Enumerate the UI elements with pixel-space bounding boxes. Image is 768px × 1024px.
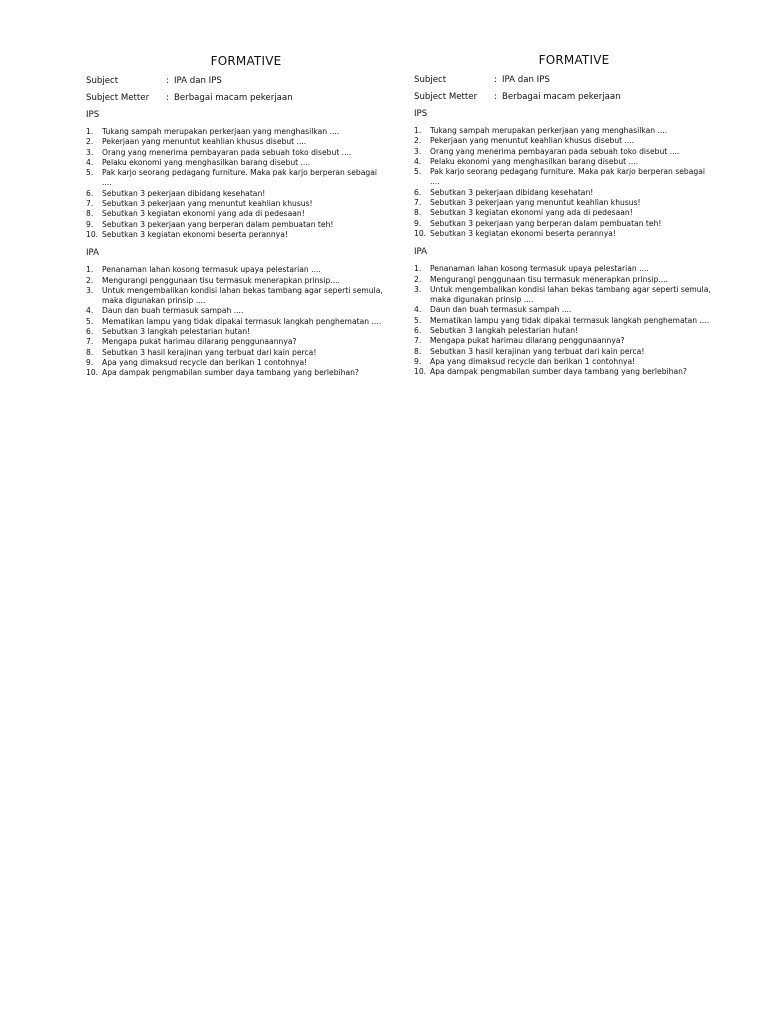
subject-matter-row <box>86 93 406 103</box>
question-item <box>86 148 406 158</box>
question-text: Mengurangi penggunaan tisu termasuk menerapkan prinsip.... <box>430 274 668 284</box>
question-text: Sebutkan 3 hasil kerajinan yang terbuat dari kain perca! <box>430 346 645 356</box>
question-number: 8. <box>86 209 94 219</box>
question-number: 3. <box>86 285 94 295</box>
question-number: 1. <box>414 264 422 274</box>
question-text: Sebutkan 3 pekerjaan dibidang kesehatan! <box>430 187 594 197</box>
question-item <box>414 126 734 136</box>
question-item <box>86 337 406 347</box>
question-item <box>86 189 406 199</box>
question-number: 2. <box>86 137 94 147</box>
subject-value: IPA dan IPS <box>174 76 222 86</box>
question-number: 6. <box>414 326 422 336</box>
question-item <box>414 264 734 274</box>
question-number: 5. <box>86 316 94 326</box>
subject-matter-row <box>414 92 734 102</box>
question-item <box>86 199 406 209</box>
colon-separator: : <box>166 93 169 103</box>
question-text: Apa dampak pengmabilan sumber daya tambang yang berlebihan? <box>430 367 687 377</box>
question-number: 1. <box>414 126 422 135</box>
subject-label: Subject <box>414 75 447 85</box>
question-item <box>414 167 734 188</box>
subject-matter-label: Subject Metter <box>414 92 478 102</box>
subject-matter-value: Berbagai macam pekerjaan <box>502 92 621 102</box>
question-number: 5. <box>414 315 422 325</box>
question-number: 9. <box>86 219 94 229</box>
question-item <box>86 220 406 230</box>
question-text: Untuk mengembalikan kondisi lahan bekas tambang agar seperti semula, maka digunakan prinsip .... <box>430 284 711 305</box>
question-text: Pak karjo seorang pedagang furniture. Maka pak karjo berperan sebagai .... <box>102 168 377 188</box>
question-text: Sebutkan 3 pekerjaan yang berperan dalam pembuatan teh! <box>102 219 334 229</box>
question-text: Apa dampak pengmabilan sumber daya tambang yang berlebihan? <box>102 368 359 378</box>
worksheet-right <box>414 53 734 386</box>
question-number: 2. <box>86 275 94 285</box>
subject-matter-value: Berbagai macam pekerjaan <box>174 93 293 103</box>
worksheet-left <box>86 54 406 387</box>
question-number: 7. <box>86 337 94 347</box>
question-item <box>86 317 406 327</box>
question-number: 2. <box>414 274 422 284</box>
question-list-ips <box>86 127 406 240</box>
question-number: 10. <box>414 367 427 377</box>
question-item <box>86 127 406 137</box>
question-item <box>86 137 406 147</box>
question-item <box>86 276 406 286</box>
question-item <box>86 158 406 168</box>
question-text: Mengapa pukat harimau dilarang penggunaannya? <box>430 336 625 346</box>
question-number: 8. <box>414 208 422 218</box>
question-text: Daun dan buah termasuk sampah .... <box>430 305 572 315</box>
question-text: Penanaman lahan kosong termasuk upaya pelestarian .... <box>102 265 321 275</box>
question-number: 6. <box>414 187 422 197</box>
question-item <box>86 306 406 316</box>
colon-separator: : <box>494 75 497 85</box>
question-number: 10. <box>86 368 99 378</box>
question-number: 8. <box>414 346 422 356</box>
question-text: Mematikan lampu yang tidak dipakai termasuk langkah penghematan .... <box>430 315 710 325</box>
question-number: 4. <box>414 305 422 315</box>
question-text: Pekerjaan yang menuntut keahlian khusus disebut .... <box>430 136 635 146</box>
question-number: 5. <box>414 167 422 177</box>
question-list-ips <box>414 126 734 239</box>
question-item <box>414 208 734 218</box>
question-item <box>414 357 734 367</box>
subject-value: IPA dan IPS <box>502 75 550 85</box>
question-text: Penanaman lahan kosong termasuk upaya pelestarian .... <box>430 264 649 274</box>
colon-separator: : <box>166 76 169 86</box>
subject-label: Subject <box>86 76 119 86</box>
question-text: Sebutkan 3 langkah pelestarian hutan! <box>430 326 579 336</box>
question-number: 5. <box>86 168 94 178</box>
question-text: Apa yang dimaksud recycle dan berikan 1 contohnya! <box>102 357 308 367</box>
section-heading-ipa: IPA <box>414 247 428 258</box>
question-number: 10. <box>414 228 427 238</box>
question-text: Sebutkan 3 kegiatan ekonomi beserta perannya! <box>102 229 288 239</box>
question-item <box>414 136 734 146</box>
subject-matter-label: Subject Metter <box>86 93 150 103</box>
question-text: Orang yang menerima pembayaran pada sebuah toko disebut .... <box>430 146 680 156</box>
question-number: 9. <box>414 218 422 228</box>
question-text: Pelaku ekonomi yang menghasilkan barang disebut .... <box>430 156 639 166</box>
question-item <box>414 336 734 346</box>
question-number: 9. <box>414 356 422 366</box>
question-text: Sebutkan 3 kegiatan ekonomi yang ada di pedesaan! <box>102 209 305 219</box>
question-list-ipa <box>86 265 406 378</box>
question-number: 1. <box>86 265 94 275</box>
question-number: 3. <box>414 146 422 156</box>
section-heading-ips: IPS <box>414 109 428 119</box>
question-number: 8. <box>86 347 94 357</box>
question-text: Orang yang menerima pembayaran pada sebuah toko disebut .... <box>102 147 352 157</box>
question-number: 4. <box>86 306 94 316</box>
question-text: Sebutkan 3 kegiatan ekonomi yang ada di pedesaan! <box>430 208 633 218</box>
question-item <box>414 147 734 157</box>
question-text: Pelaku ekonomi yang menghasilkan barang disebut .... <box>102 157 311 167</box>
section-heading-ipa: IPA <box>86 248 100 259</box>
question-number: 1. <box>86 127 94 136</box>
question-item <box>86 327 406 337</box>
question-item <box>86 348 406 358</box>
question-number: 6. <box>86 188 94 198</box>
question-text: Tukang sampah merupakan perkerjaan yang menghasilkan .... <box>430 126 668 135</box>
question-text: Daun dan buah termasuk sampah .... <box>102 306 244 316</box>
question-item <box>414 347 734 357</box>
question-item <box>414 188 734 198</box>
question-item <box>86 265 406 275</box>
question-number: 3. <box>86 147 94 157</box>
subject-row <box>414 75 734 85</box>
question-item <box>86 368 406 378</box>
question-item <box>414 198 734 208</box>
question-item <box>86 209 406 219</box>
question-item <box>414 367 734 377</box>
question-list-ipa <box>414 264 734 377</box>
page-title: FORMATIVE <box>538 53 610 67</box>
subject-row <box>86 76 406 86</box>
question-number: 2. <box>414 136 422 146</box>
question-item <box>86 168 406 189</box>
question-number: 10. <box>86 229 99 239</box>
question-item <box>86 286 406 307</box>
question-number: 9. <box>86 357 94 367</box>
question-text: Untuk mengembalikan kondisi lahan bekas tambang agar seperti semula, maka digunakan prinsip .... <box>102 285 383 306</box>
question-text: Mengapa pukat harimau dilarang penggunaannya? <box>102 337 297 347</box>
question-text: Sebutkan 3 hasil kerajinan yang terbuat dari kain perca! <box>102 347 317 357</box>
question-item <box>414 275 734 285</box>
question-text: Sebutkan 3 langkah pelestarian hutan! <box>102 327 251 337</box>
question-text: Pekerjaan yang menuntut keahlian khusus disebut .... <box>102 137 307 147</box>
question-item <box>414 326 734 336</box>
question-number: 6. <box>86 327 94 337</box>
question-text: Mematikan lampu yang tidak dipakai termasuk langkah penghematan .... <box>102 316 382 326</box>
question-text: Sebutkan 3 pekerjaan yang menuntut keahlian khusus! <box>102 199 313 209</box>
question-number: 7. <box>414 198 422 208</box>
question-text: Mengurangi penggunaan tisu termasuk menerapkan prinsip.... <box>102 275 340 285</box>
question-text: Sebutkan 3 pekerjaan yang menuntut keahlian khusus! <box>430 198 641 208</box>
question-item <box>86 230 406 240</box>
question-number: 4. <box>414 156 422 166</box>
question-item <box>414 305 734 315</box>
question-text: Sebutkan 3 pekerjaan dibidang kesehatan! <box>102 188 266 198</box>
question-item <box>414 219 734 229</box>
question-item <box>414 229 734 239</box>
question-text: Sebutkan 3 kegiatan ekonomi beserta perannya! <box>430 228 616 238</box>
question-text: Sebutkan 3 pekerjaan yang berperan dalam pembuatan teh! <box>430 218 662 228</box>
colon-separator: : <box>494 92 497 102</box>
question-number: 7. <box>414 336 422 346</box>
question-text: Pak karjo seorang pedagang furniture. Maka pak karjo berperan sebagai .... <box>430 167 705 187</box>
question-text: Tukang sampah merupakan perkerjaan yang menghasilkan .... <box>102 127 340 136</box>
question-item <box>414 285 734 306</box>
section-heading-ips: IPS <box>86 110 100 120</box>
question-number: 4. <box>86 157 94 167</box>
question-number: 7. <box>86 199 94 209</box>
question-item <box>414 157 734 167</box>
question-item <box>414 316 734 326</box>
question-number: 3. <box>414 284 422 294</box>
question-text: Apa yang dimaksud recycle dan berikan 1 contohnya! <box>430 356 636 366</box>
question-item <box>86 358 406 368</box>
page-title: FORMATIVE <box>210 54 282 68</box>
